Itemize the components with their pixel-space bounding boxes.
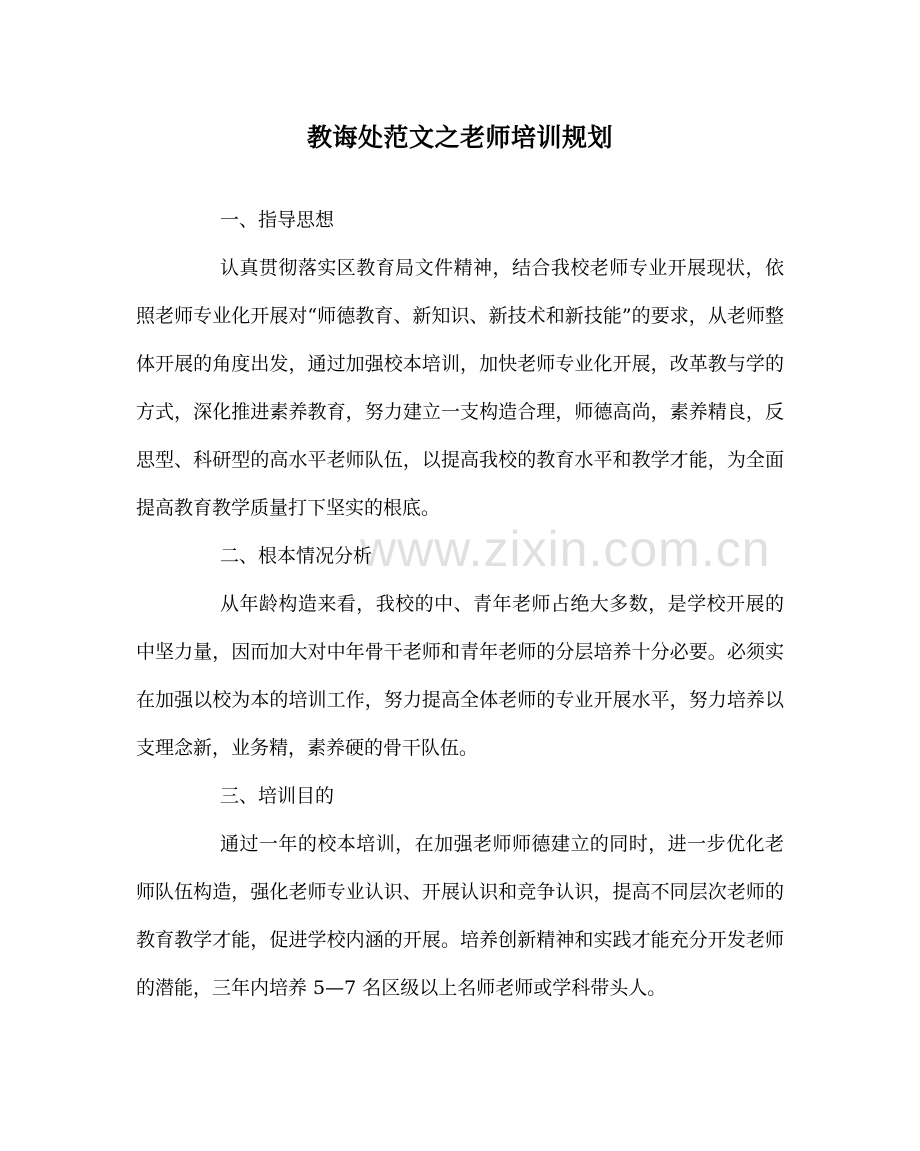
section-heading-situation-analysis: 二、根本情况分析 — [220, 545, 373, 567]
section-heading-guiding-ideology: 一、指导思想 — [220, 209, 335, 231]
document-title: 教诲处范文之老师培训规划 — [306, 123, 613, 152]
section-paragraph-situation-analysis: 从年龄构造来看，我校的中、青年老师占绝大多数，是学校开展的中坚力量，因而加大对中年骨干老师和青年老师的分层培养十分必要。必须实在加强以校为本的培训工作，努力提高全体老师的专业开展水平，努力培养以支理念新，业务精，素养硬的骨干队伍。 — [136, 593, 784, 759]
section-heading-training-goals: 三、培训目的 — [220, 785, 335, 807]
section-paragraph-guiding-ideology: 认真贯彻落实区教育局文件精神，结合我校老师专业开展现状，依照老师专业化开展对“师德教育、新知识、新技术和新技能”的要求，从老师整体开展的角度出发，通过加强校本培训，加快老师专业化开展，改革教与学的方式，深化推进素养教育，努力建立一支构造合理，师德高尚，素养精良，反思型、科研型的高水平老师队伍，以提高我校的教育水平和教学才能，为全面提高教育教学质量打下坚实的根底。 — [136, 257, 784, 519]
watermark: www.zixin.com.cn — [360, 521, 771, 577]
section-paragraph-training-goals: 通过一年的校本培训，在加强老师师德建立的同时，进一步优化老师队伍构造，强化老师专业认识、开展认识和竞争认识，提高不同层次老师的教育教学才能，促进学校内涵的开展。培养创新精神和实践才能充分开发老师的潜能，三年内培养 5—7 名区级以上名师老师或学科带头人。 — [136, 833, 784, 999]
document-body — [136, 196, 784, 1012]
